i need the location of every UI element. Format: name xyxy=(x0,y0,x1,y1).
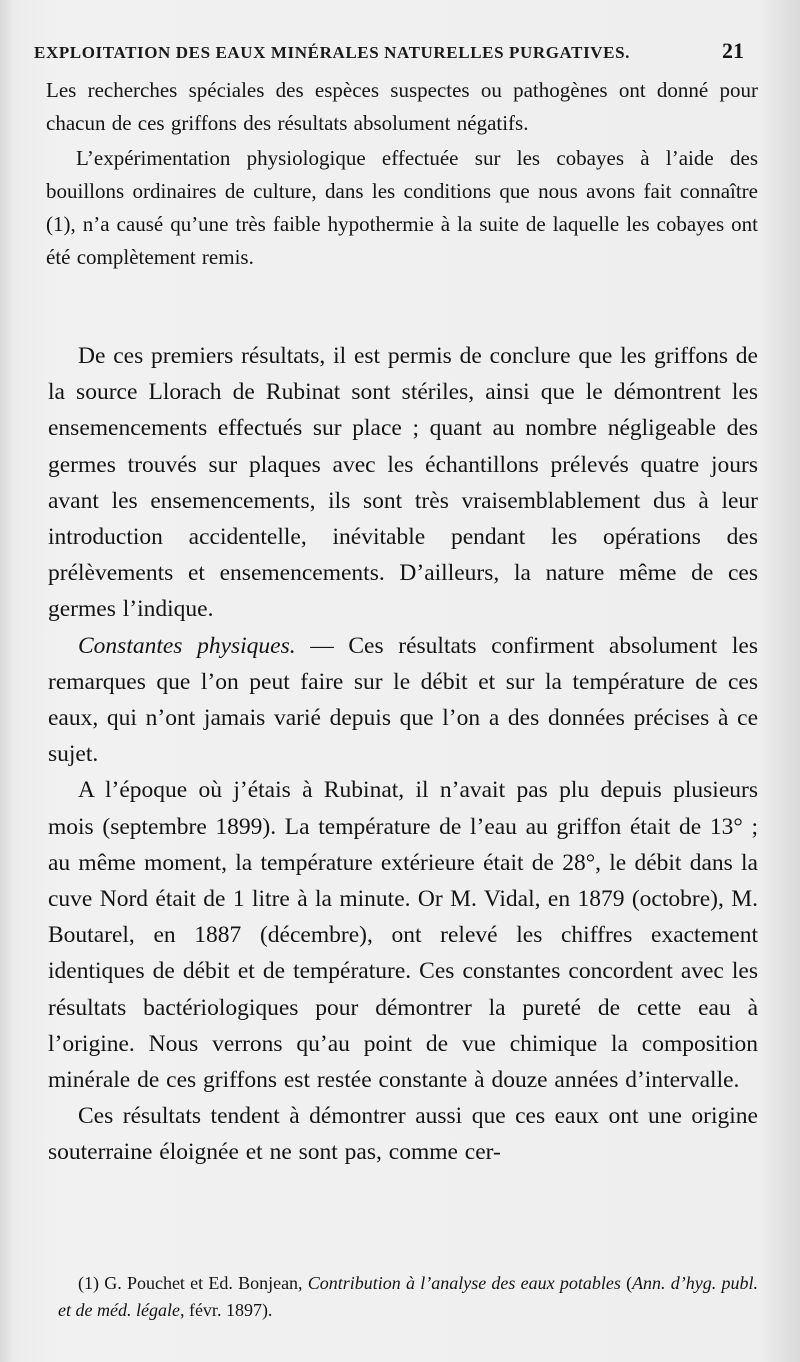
footnote-journal: Ann. d’hyg. publ. et de méd. légale xyxy=(58,1273,758,1320)
footnote-journal-open: ( xyxy=(620,1273,633,1293)
paragraph-pathogen-results: Les recherches spéciales des espèces suspectes ou pathogènes ont donné pour chacun de ces griffons des résultats absolument négatifs. xyxy=(46,78,758,135)
footnote-date: , févr. 1897). xyxy=(179,1300,273,1320)
footnote-authors: G. Pouchet et Ed. Bonjean, xyxy=(99,1273,308,1293)
paragraph-underground-origin: Ces résultats tendent à démontrer aussi que ces eaux ont une origine souterraine éloignée et ne sont pas, comme cer- xyxy=(48,1103,758,1166)
paragraph-conclusion-sterility: De ces premiers résultats, il est permis de conclure que les griffons de la source Llorach de Rubinat sont stériles, ainsi que le démontrent les ensemencements effectués sur place ; quant au nombre négligeable des germes trouvés sur plaques avec les échantillons prélevés quatre jours avant les ensemencements, ils sont très vraisemblablement dus à leur introduction accidentelle, inévitable pendant les opérations des prélèvements et ensemencements. D’ailleurs, la nature même de ces germes l’indique. xyxy=(48,343,758,623)
paragraph-physical-constants xyxy=(48,628,758,773)
running-title: EXPLOITATION DES EAUX MINÉRALES NATURELLES PURGATIVES. xyxy=(34,43,631,62)
top-text-block xyxy=(46,74,758,274)
footnote xyxy=(58,1270,758,1324)
main-text-block xyxy=(48,338,758,1171)
page-header xyxy=(34,38,744,64)
section-heading-constantes-physiques: Constantes physiques. xyxy=(78,632,296,659)
physical-constants-text: — Ces résultats confirment absolument les remarques que l’on peut faire sur le débit et sur la température de ces eaux, qui n’ont jamais varié depuis que l’on a des données précises à ce sujet. xyxy=(48,632,758,768)
footnote-marker: (1) xyxy=(78,1273,99,1293)
paragraph-physiological-experiment: L’expérimentation physiologique effectuée sur les cobayes à l’aide des bouillons ordinaires de culture, dans les conditions que nous avons fait connaître (1), n’a causé qu’une très faible hypothermie à la suite de laquelle les cobayes ont été complètement remis. xyxy=(46,146,758,269)
paragraph-rubinat-measurements: A l’époque où j’étais à Rubinat, il n’avait pas plu depuis plusieurs mois (septembre 1899). La température de l’eau au griffon était de 13° ; au même moment, la température extérieure était de 28°, le débit dans la cuve Nord était de 1 litre à la minute. Or M. Vidal, en 1879 (octobre), M. Boutarel, en 1887 (décembre), ont relevé les chiffres exactement identiques de débit et de température. Ces constantes concordent avec les résultats bactériologiques pour démontrer la pureté de cette eau à l’origine. Nous verrons qu’au point de vue chimique la composition minérale de ces griffons est restée constante à douze années d’intervalle. xyxy=(48,777,758,1094)
footnote-title: Contribution à l’analyse des eaux potables xyxy=(307,1273,621,1293)
page-number: 21 xyxy=(722,38,744,63)
